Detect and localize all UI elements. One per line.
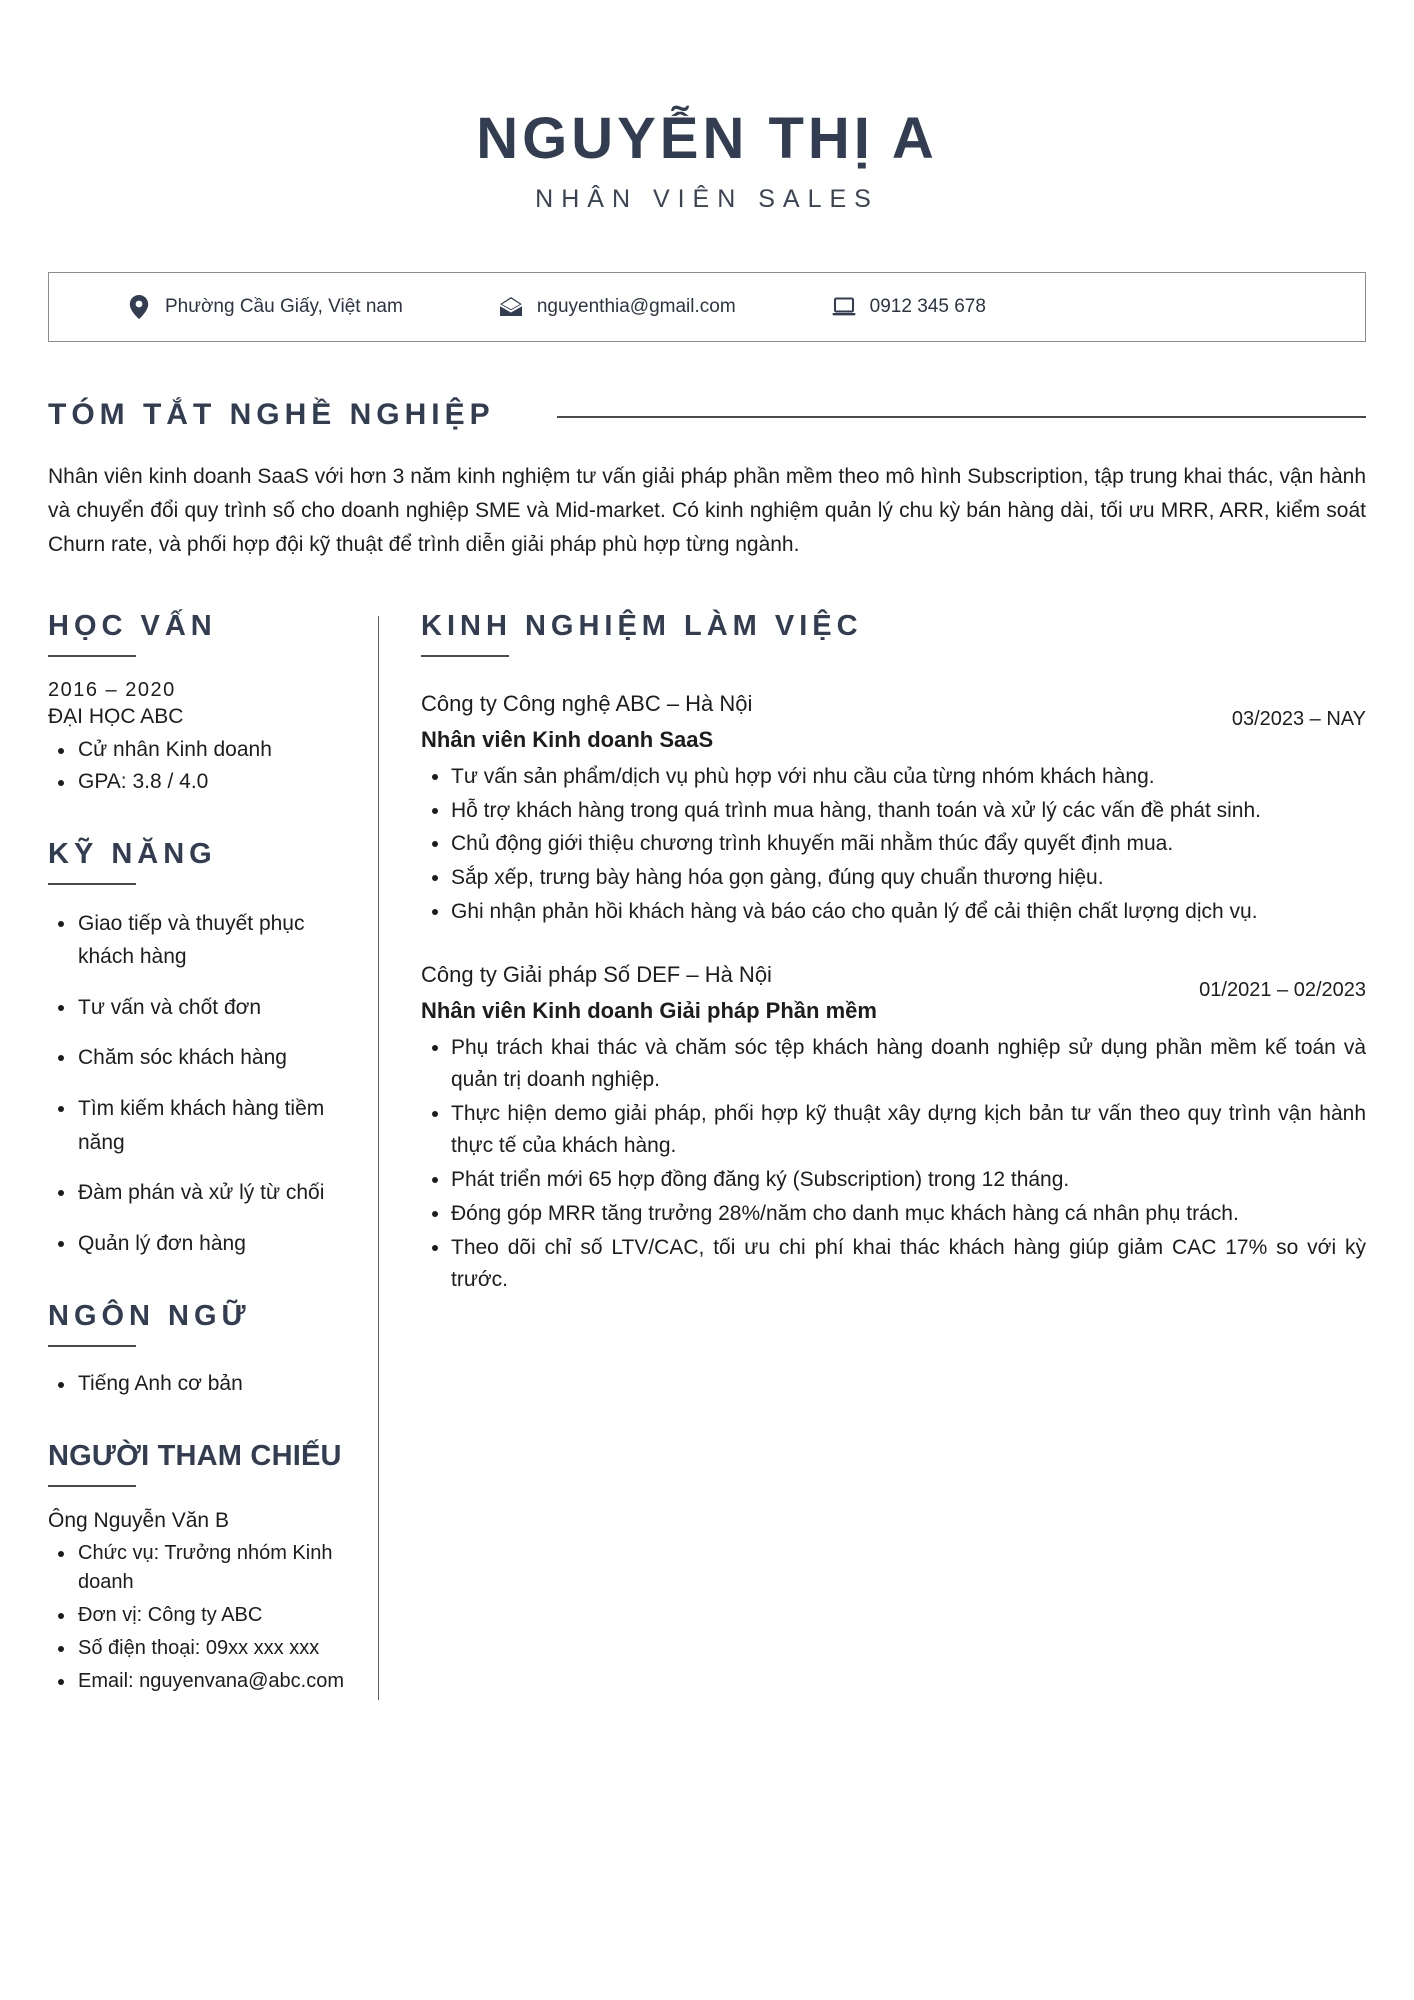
list-item: Sắp xếp, trưng bày hàng hóa gọn gàng, đúng quy chuẩn thương hiệu. xyxy=(421,862,1366,894)
summary-section-title: TÓM TẮT NGHỀ NGHIỆP xyxy=(48,397,495,431)
list-item: Đơn vị: Công ty ABC xyxy=(48,1601,352,1630)
list-item: Số điện thoại: 09xx xxx xxx xyxy=(48,1634,352,1663)
experience-entry xyxy=(421,962,1366,1295)
reference-person-name: Ông Nguyễn Văn B xyxy=(48,1508,229,1532)
list-item: Giao tiếp và thuyết phục khách hàng xyxy=(48,907,352,974)
experience-entry-header xyxy=(421,690,1366,730)
experience-section-title: KINH NGHIỆM LÀM VIỆC xyxy=(421,609,863,642)
experience-rule xyxy=(421,655,509,657)
candidate-job-title: NHÂN VIÊN SALES xyxy=(535,184,879,213)
list-item: Đàm phán và xử lý từ chối xyxy=(48,1176,352,1210)
list-item: Cử nhân Kinh doanh xyxy=(48,735,352,765)
languages-list xyxy=(48,1369,352,1399)
list-item: GPA: 3.8 / 4.0 xyxy=(48,767,352,797)
list-item: Phụ trách khai thác và chăm sóc tệp khách hàng doanh nghiệp sử dụng phần mềm kế toán và quản trị doanh nghiệp. xyxy=(421,1032,1366,1096)
experience-entry-header xyxy=(421,962,1366,1002)
experience-position: Nhân viên Kinh doanh Giải pháp Phần mềm xyxy=(421,998,877,1024)
education-section xyxy=(48,610,352,798)
experience-bullet-list xyxy=(421,761,1366,929)
summary-heading-row xyxy=(48,398,1366,432)
list-item: Theo dõi chỉ số LTV/CAC, tối ưu chi phí khai thác khách hàng giúp giảm CAC 17% so với kỳ trước. xyxy=(421,1232,1366,1296)
list-item: Tư vấn sản phẩm/dịch vụ phù hợp với nhu cầu của từng nhóm khách hàng. xyxy=(421,761,1366,793)
references-section xyxy=(48,1440,352,1696)
skills-section xyxy=(48,838,352,1261)
contact-email-text: nguyenthia@gmail.com xyxy=(536,295,736,317)
contact-address-text: Phường Cầu Giấy, Việt nam xyxy=(165,295,403,317)
contact-item-address xyxy=(127,295,403,319)
experience-bullet-list xyxy=(421,1032,1366,1295)
resume-header xyxy=(48,0,1366,214)
languages-section xyxy=(48,1300,352,1399)
list-item: Phát triển mới 65 hợp đồng đăng ký (Subscription) trong 12 tháng. xyxy=(421,1164,1366,1196)
list-item: Quản lý đơn hàng xyxy=(48,1227,352,1261)
list-item: Chăm sóc khách hàng xyxy=(48,1041,352,1075)
references-section-title: NGƯỜI THAM CHIẾU xyxy=(48,1439,342,1472)
list-item: Thực hiện demo giải pháp, phối hợp kỹ thuật xây dựng kịch bản tư vấn theo quy trình vận hành thực tế của khách hàng. xyxy=(421,1098,1366,1162)
education-school: ĐẠI HỌC ABC xyxy=(48,704,184,728)
list-item: Hỗ trợ khách hàng trong quá trình mua hàng, thanh toán và xử lý các vấn đề phát sinh. xyxy=(421,795,1366,827)
list-item: Ghi nhận phản hồi khách hàng và báo cáo cho quản lý để cải thiện chất lượng dịch vụ. xyxy=(421,896,1366,928)
list-item: Email: nguyenvana@abc.com xyxy=(48,1667,352,1696)
education-date: 2016 – 2020 xyxy=(48,678,176,701)
resume-body-columns xyxy=(48,610,1366,1700)
laptop-icon xyxy=(832,295,856,319)
summary-rule xyxy=(557,416,1366,418)
education-section-title: HỌC VẤN xyxy=(48,609,217,642)
list-item: Đóng góp MRR tăng trưởng 28%/năm cho danh mục khách hàng cá nhân phụ trách. xyxy=(421,1198,1366,1230)
references-rule xyxy=(48,1485,136,1487)
experience-position: Nhân viên Kinh doanh SaaS xyxy=(421,726,714,752)
skills-list xyxy=(48,907,352,1261)
list-item: Tiếng Anh cơ bản xyxy=(48,1369,352,1399)
location-pin-icon xyxy=(127,295,151,319)
languages-rule xyxy=(48,1345,136,1347)
contact-item-phone xyxy=(832,295,986,319)
experience-company: Công ty Giải pháp Số DEF – Hà Nội xyxy=(421,962,772,988)
contact-phone-text: 0912 345 678 xyxy=(869,295,986,317)
contact-bar xyxy=(48,272,1366,342)
languages-section-title: NGÔN NGỮ xyxy=(48,1300,251,1333)
contact-item-email xyxy=(499,295,736,319)
experience-section xyxy=(421,610,1366,1296)
experience-entry xyxy=(421,691,1366,929)
summary-paragraph: Nhân viên kinh doanh SaaS với hơn 3 năm kinh nghiệm tư vấn giải pháp phần mềm theo mô hình Subscription, tập trung khai thác, vận hành và chuyển đổi quy trình số cho doanh nghiệp SME và Mid-market. Có kinh nghiệm quản lý chu kỳ bán hàng dài, tối ưu MRR, ARR, kiểm soát Churn rate, và phối hợp đội kỹ thuật để trình diễn giải pháp phù hợp từng ngành. xyxy=(48,464,1366,556)
education-rule xyxy=(48,655,136,657)
skills-rule xyxy=(48,883,136,885)
skills-section-title: KỸ NĂNG xyxy=(48,837,217,870)
envelope-icon xyxy=(499,295,523,319)
experience-dates: 03/2023 – NAY xyxy=(1231,707,1366,730)
list-item: Tìm kiếm khách hàng tiềm năng xyxy=(48,1092,352,1159)
education-list xyxy=(48,735,352,798)
left-column xyxy=(48,610,378,1700)
list-item: Tư vấn và chốt đơn xyxy=(48,991,352,1025)
experience-dates: 01/2021 – 02/2023 xyxy=(1199,979,1366,1002)
references-list xyxy=(48,1539,352,1696)
right-column xyxy=(379,610,1366,1700)
experience-company: Công ty Công nghệ ABC – Hà Nội xyxy=(421,690,753,716)
list-item: Chủ động giới thiệu chương trình khuyến mãi nhằm thúc đẩy quyết định mua. xyxy=(421,828,1366,860)
list-item: Chức vụ: Trưởng nhóm Kinh doanh xyxy=(48,1539,352,1597)
candidate-name: NGUYỄN THỊ A xyxy=(476,106,938,171)
